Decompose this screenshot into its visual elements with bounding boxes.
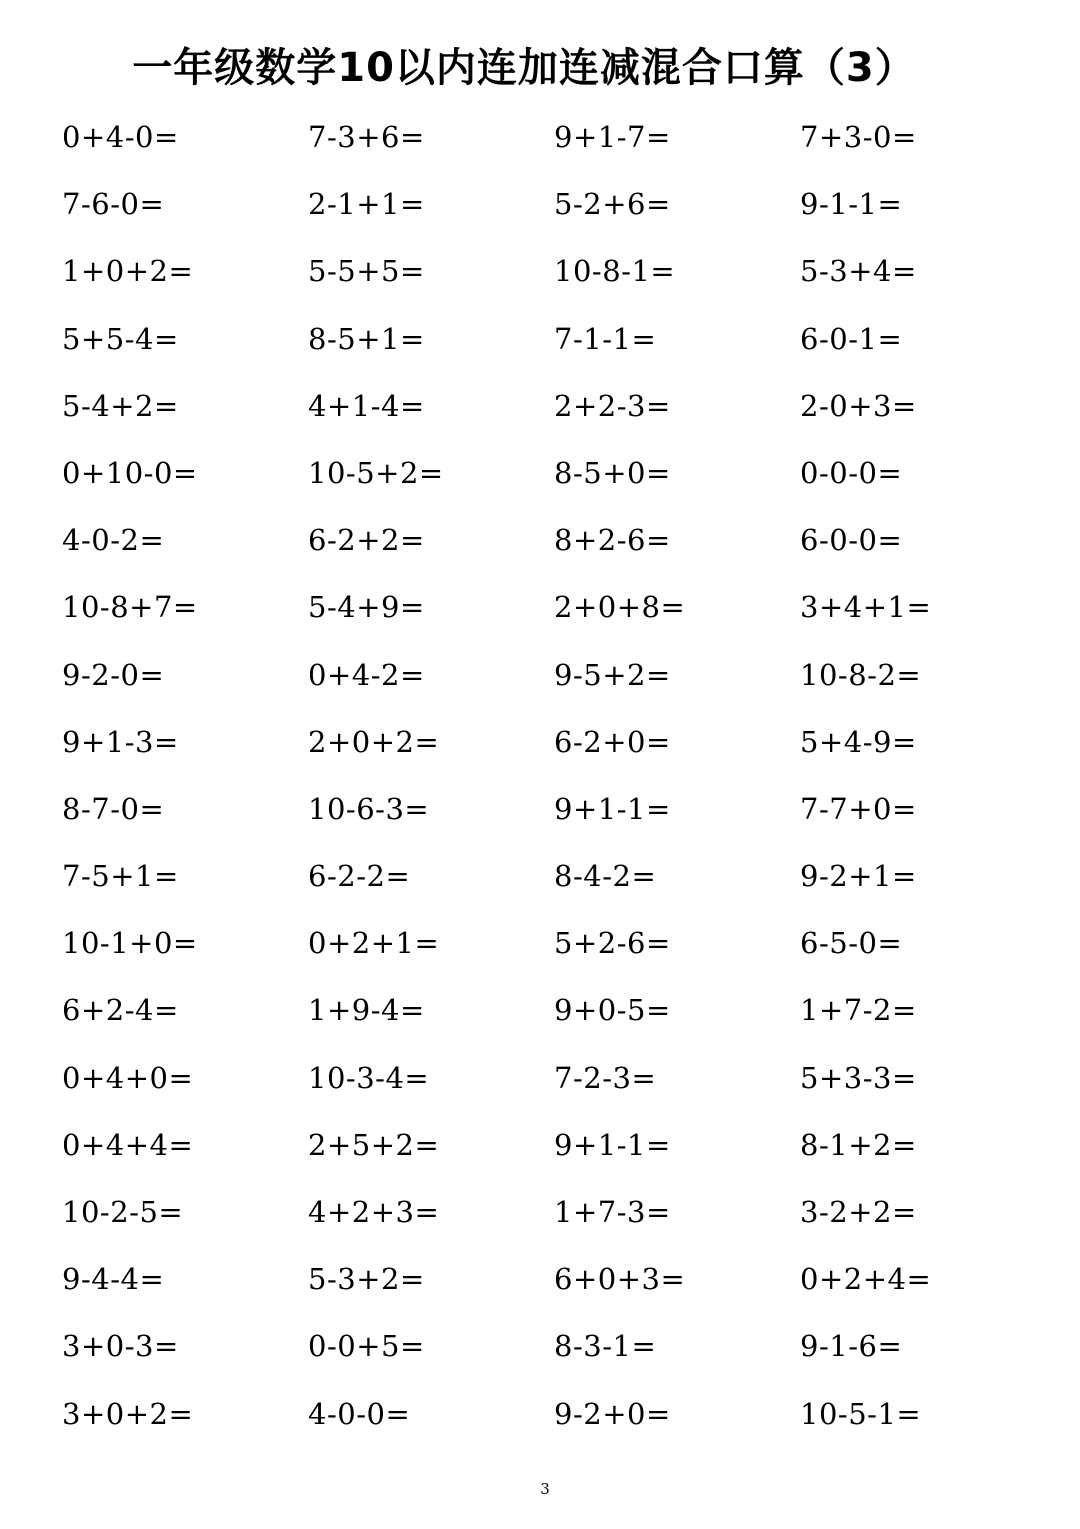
problem-item: 10-8+7=	[62, 590, 198, 625]
problem-item: 7-1-1=	[554, 321, 657, 356]
problem-item: 4-0-2=	[62, 523, 165, 558]
problem-item: 5-5+5=	[308, 254, 425, 289]
problem-item: 7-6-0=	[62, 187, 165, 222]
problem-item: 5-3+4=	[800, 254, 917, 289]
problem-item: 5-3+2=	[308, 1262, 425, 1297]
problem-item: 8-5+0=	[554, 455, 671, 490]
problem-item: 5+5-4=	[62, 321, 179, 356]
problem-item: 1+7-3=	[554, 1195, 671, 1229]
problem-item: 9+1-1=	[554, 791, 671, 826]
problem-item: 6-2+2=	[308, 523, 425, 558]
problem-item: 8+2-6=	[554, 523, 671, 558]
problem-item: 1+0+2=	[62, 254, 194, 289]
problem-item: 0-0-0=	[800, 455, 903, 490]
problem-item: 8-1+2=	[800, 1127, 917, 1162]
problem-item: 6+0+3=	[554, 1262, 686, 1297]
page-number: 3	[540, 1480, 550, 1498]
problem-item: 6+2-4=	[62, 993, 179, 1028]
problem-item: 4-0-0=	[308, 1396, 411, 1431]
problem-grid	[62, 104, 1048, 1448]
problem-item: 5-4+2=	[62, 388, 179, 423]
problem-item: 3+0+2=	[62, 1396, 194, 1431]
problem-item: 2-0+3=	[800, 388, 917, 423]
problem-item: 9-5+2=	[554, 657, 671, 692]
problem-item: 8-7-0=	[62, 791, 165, 826]
problem-item: 0+2+1=	[308, 926, 440, 961]
problem-item: 9-1-6=	[800, 1329, 903, 1364]
problem-item: 10-6-3=	[308, 791, 430, 826]
problem-item: 9-4-4=	[62, 1262, 165, 1297]
problem-item: 6-0-0=	[800, 523, 903, 558]
problem-item: 3+0-3=	[62, 1329, 179, 1364]
problem-item: 7-7+0=	[800, 791, 917, 826]
problem-item: 9-2-0=	[62, 657, 165, 692]
problem-item: 9-1-1=	[800, 187, 903, 222]
problem-item: 0-0+5=	[308, 1329, 425, 1364]
problem-item: 7-3+6=	[308, 120, 425, 154]
problem-item: 1+7-2=	[800, 993, 917, 1028]
problem-item: 7-5+1=	[62, 859, 179, 894]
problem-item: 2+0+8=	[554, 590, 686, 625]
problem-item: 7-2-3=	[554, 1060, 657, 1095]
problem-item: 9+0-5=	[554, 993, 671, 1028]
problem-item: 10-5-1=	[800, 1396, 922, 1431]
problem-item: 4+2+3=	[308, 1195, 440, 1229]
problem-item: 6-5-0=	[800, 926, 903, 961]
problem-item: 6-2+0=	[554, 724, 671, 759]
problem-item: 3+4+1=	[800, 590, 932, 625]
problem-item: 0+2+4=	[800, 1262, 932, 1297]
problem-item: 6-0-1=	[800, 321, 903, 356]
problem-item: 9+1-1=	[554, 1127, 671, 1162]
problem-item: 6-2-2=	[308, 859, 411, 894]
problem-item: 10-5+2=	[308, 455, 444, 490]
problem-item: 0+10-0=	[62, 455, 198, 490]
problem-item: 8-5+1=	[308, 321, 425, 356]
problem-item: 10-1+0=	[62, 926, 198, 961]
problem-item: 2-1+1=	[308, 187, 425, 222]
problem-item: 5+3-3=	[800, 1060, 917, 1095]
problem-item: 9-2+1=	[800, 859, 917, 894]
problem-item: 5+4-9=	[800, 724, 917, 759]
problem-item: 9+1-7=	[554, 120, 671, 154]
problem-item: 9-2+0=	[554, 1396, 671, 1431]
problem-item: 2+2-3=	[554, 388, 671, 423]
problem-item: 0+4+4=	[62, 1127, 194, 1162]
page-title: 一年级数学10以内连加连减混合口算（3）	[132, 45, 916, 91]
problem-item: 5-2+6=	[554, 187, 671, 222]
problem-item: 10-2-5=	[62, 1195, 184, 1229]
problem-item: 2+5+2=	[308, 1127, 440, 1162]
problem-item: 0+4+0=	[62, 1060, 194, 1095]
problem-item: 0+4-2=	[308, 657, 425, 692]
problem-item: 5+2-6=	[554, 926, 671, 961]
problem-item: 2+0+2=	[308, 724, 440, 759]
problem-item: 8-3-1=	[554, 1329, 657, 1364]
problem-item: 1+9-4=	[308, 993, 425, 1028]
problem-item: 9+1-3=	[62, 724, 179, 759]
problem-item: 3-2+2=	[800, 1195, 917, 1229]
problem-item: 0+4-0=	[62, 120, 179, 154]
problem-item: 10-8-2=	[800, 657, 922, 692]
problem-item: 8-4-2=	[554, 859, 657, 894]
problem-item: 4+1-4=	[308, 388, 425, 423]
problem-item: 10-3-4=	[308, 1060, 430, 1095]
problem-item: 10-8-1=	[554, 254, 676, 289]
problem-item: 7+3-0=	[800, 120, 917, 154]
problem-item: 5-4+9=	[308, 590, 425, 625]
